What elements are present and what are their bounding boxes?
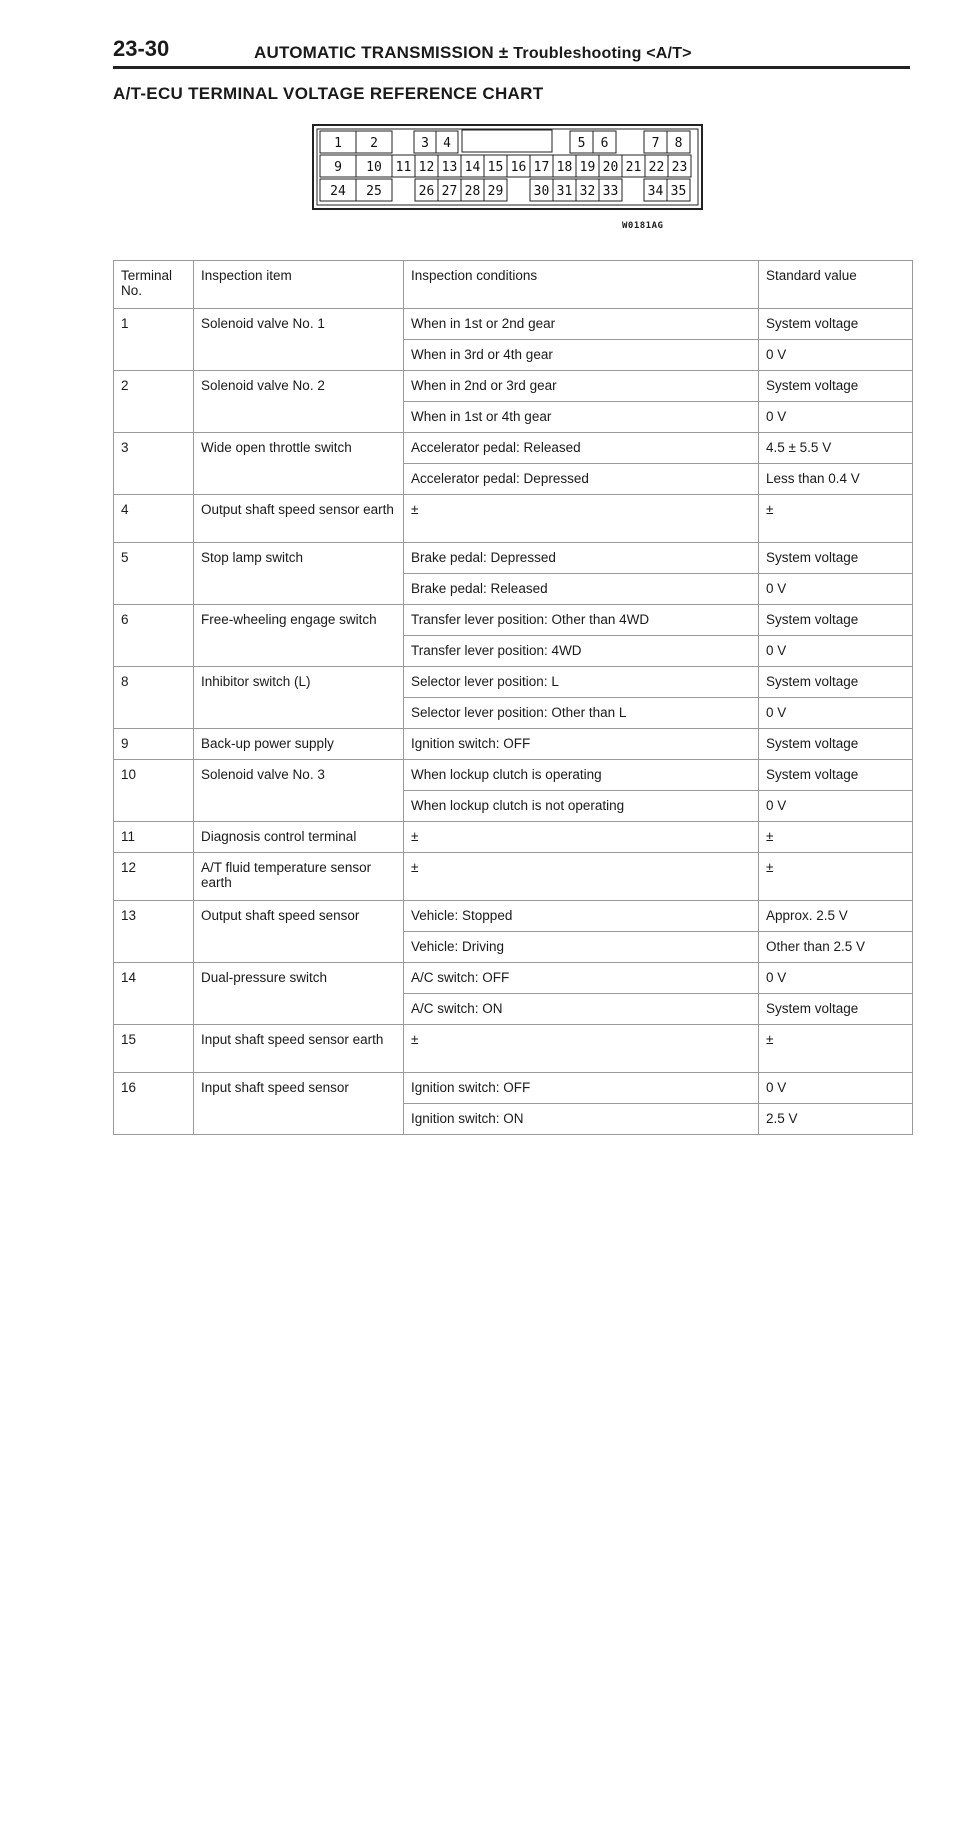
inspection-item: Wide open throttle switch (194, 433, 404, 495)
table-row (114, 371, 913, 402)
pin-label: 12 (418, 160, 435, 175)
table-row (114, 433, 913, 464)
table-row (114, 822, 913, 853)
pin-label: 8 (674, 136, 683, 151)
inspection-condition: Accelerator pedal: Depressed (404, 464, 759, 495)
inspection-condition: Brake pedal: Released (404, 574, 759, 605)
inspection-condition: When in 2nd or 3rd gear (404, 371, 759, 402)
pin-label: 13 (441, 160, 458, 175)
terminal-number: 4 (114, 495, 194, 543)
table-row (114, 853, 913, 901)
table-row (114, 1025, 913, 1073)
header-item: Inspection item (194, 261, 404, 309)
connector-key (462, 130, 552, 152)
table-row (114, 495, 913, 543)
pin-label: 4 (443, 136, 451, 151)
terminal-number: 11 (114, 822, 194, 853)
inspection-condition: Vehicle: Driving (404, 932, 759, 963)
inspection-condition: Ignition switch: OFF (404, 1073, 759, 1104)
inspection-condition: ± (404, 853, 759, 901)
standard-value: Other than 2.5 V (759, 932, 913, 963)
table-row (114, 760, 913, 791)
terminal-number: 5 (114, 543, 194, 605)
pin-label: 29 (487, 184, 504, 199)
table-row (114, 1073, 913, 1104)
pin-label: 22 (648, 160, 665, 175)
inspection-item: Output shaft speed sensor (194, 901, 404, 963)
terminal-number: 6 (114, 605, 194, 667)
terminal-number: 9 (114, 729, 194, 760)
standard-value: 0 V (759, 963, 913, 994)
inspection-condition: Selector lever position: Other than L (404, 698, 759, 729)
standard-value: System voltage (759, 605, 913, 636)
pin-label: 5 (577, 136, 586, 151)
header-value: Standard value (759, 261, 913, 309)
inspection-item: Inhibitor switch (L) (194, 667, 404, 729)
pin-label: 20 (602, 160, 619, 175)
inspection-condition: Accelerator pedal: Released (404, 433, 759, 464)
page-number: 23-30 (113, 36, 170, 61)
pin-label: 25 (366, 184, 382, 199)
standard-value: ± (759, 853, 913, 901)
pin-label: 14 (464, 160, 481, 175)
inspection-item: Diagnosis control terminal (194, 822, 404, 853)
inspection-item: Back-up power supply (194, 729, 404, 760)
pin-label: 26 (418, 184, 435, 199)
standard-value: System voltage (759, 760, 913, 791)
standard-value: System voltage (759, 994, 913, 1025)
standard-value: System voltage (759, 371, 913, 402)
pin-label: 23 (671, 160, 688, 175)
pin-label: 15 (487, 160, 504, 175)
pin-label: 34 (647, 184, 664, 199)
pin-label: 31 (556, 184, 573, 199)
standard-value: 0 V (759, 340, 913, 371)
inspection-item: Solenoid valve No. 3 (194, 760, 404, 822)
inspection-item: Input shaft speed sensor earth (194, 1025, 404, 1073)
standard-value: 0 V (759, 1073, 913, 1104)
pin-label: 9 (334, 160, 342, 175)
inspection-item: Solenoid valve No. 2 (194, 371, 404, 433)
inspection-item: Stop lamp switch (194, 543, 404, 605)
pin-label: 19 (579, 160, 596, 175)
inspection-condition: Selector lever position: L (404, 667, 759, 698)
standard-value: ± (759, 495, 913, 543)
inspection-condition: A/C switch: OFF (404, 963, 759, 994)
standard-value: System voltage (759, 667, 913, 698)
inspection-condition: ± (404, 822, 759, 853)
standard-value: Less than 0.4 V (759, 464, 913, 495)
table-row (114, 963, 913, 994)
pin-label: 24 (330, 184, 346, 199)
inspection-item: Output shaft speed sensor earth (194, 495, 404, 543)
pin-label: 11 (395, 160, 412, 175)
table-row (114, 729, 913, 760)
standard-value: Approx. 2.5 V (759, 901, 913, 932)
terminal-number: 15 (114, 1025, 194, 1073)
standard-value: 2.5 V (759, 1104, 913, 1135)
inspection-condition: When in 3rd or 4th gear (404, 340, 759, 371)
inspection-condition: When lockup clutch is not operating (404, 791, 759, 822)
pin-label: 27 (441, 184, 458, 199)
standard-value: 0 V (759, 791, 913, 822)
inspection-condition: Vehicle: Stopped (404, 901, 759, 932)
figure-id: W0181AG (622, 221, 664, 231)
standard-value: 0 V (759, 698, 913, 729)
pin-label: 3 (421, 136, 429, 151)
terminal-number: 14 (114, 963, 194, 1025)
standard-value: System voltage (759, 729, 913, 760)
terminal-number: 10 (114, 760, 194, 822)
inspection-condition: ± (404, 1025, 759, 1073)
standard-value: ± (759, 1025, 913, 1073)
inspection-item: Input shaft speed sensor (194, 1073, 404, 1135)
standard-value: System voltage (759, 543, 913, 574)
pin-label: 7 (651, 136, 660, 151)
pin-label: 30 (533, 184, 550, 199)
header-title (254, 43, 692, 63)
standard-value: 0 V (759, 636, 913, 667)
standard-value: System voltage (759, 309, 913, 340)
header-subsection: Troubleshooting <A/T> (513, 45, 692, 62)
pin-label: 16 (510, 160, 527, 175)
terminal-number: 13 (114, 901, 194, 963)
header-section: AUTOMATIC TRANSMISSION (254, 43, 494, 62)
pin-label: 10 (366, 160, 382, 175)
header-rule (113, 66, 910, 69)
pin-label: 18 (556, 160, 573, 175)
inspection-condition: When in 1st or 4th gear (404, 402, 759, 433)
inspection-condition: Ignition switch: ON (404, 1104, 759, 1135)
header-conditions: Inspection conditions (404, 261, 759, 309)
table-row (114, 605, 913, 636)
table-row (114, 901, 913, 932)
inspection-condition: A/C switch: ON (404, 994, 759, 1025)
terminal-number: 3 (114, 433, 194, 495)
inspection-condition: Brake pedal: Depressed (404, 543, 759, 574)
connector-svg (312, 124, 703, 210)
connector-diagram (312, 124, 703, 210)
pin-label: 6 (600, 136, 609, 151)
terminal-number: 2 (114, 371, 194, 433)
inspection-item: Free-wheeling engage switch (194, 605, 404, 667)
pin-label: 17 (533, 160, 550, 175)
table-row (114, 667, 913, 698)
page-title: A/T-ECU TERMINAL VOLTAGE REFERENCE CHART (113, 84, 544, 103)
pin-label: 35 (670, 184, 687, 199)
inspection-condition: ± (404, 495, 759, 543)
table-row (114, 309, 913, 340)
terminal-number: 12 (114, 853, 194, 901)
terminal-number: 16 (114, 1073, 194, 1135)
inspection-item: A/T fluid temperature sensor earth (194, 853, 404, 901)
pin-label: 21 (625, 160, 642, 175)
standard-value: 0 V (759, 574, 913, 605)
header-terminal: Terminal No. (114, 261, 194, 309)
standard-value: ± (759, 822, 913, 853)
standard-value: 0 V (759, 402, 913, 433)
inspection-condition: When lockup clutch is operating (404, 760, 759, 791)
pin-label: 1 (334, 136, 342, 151)
terminal-voltage-table (113, 260, 913, 1135)
inspection-item: Solenoid valve No. 1 (194, 309, 404, 371)
inspection-condition: Transfer lever position: Other than 4WD (404, 605, 759, 636)
terminal-number: 8 (114, 667, 194, 729)
pin-label: 33 (602, 184, 619, 199)
table-header-row (114, 261, 913, 309)
table-row (114, 543, 913, 574)
inspection-condition: Ignition switch: OFF (404, 729, 759, 760)
pin-label: 32 (579, 184, 596, 199)
pin-label: 28 (464, 184, 481, 199)
pin-label: 2 (370, 136, 378, 151)
standard-value: 4.5 ± 5.5 V (759, 433, 913, 464)
terminal-number: 1 (114, 309, 194, 371)
inspection-condition: Transfer lever position: 4WD (404, 636, 759, 667)
inspection-item: Dual-pressure switch (194, 963, 404, 1025)
inspection-condition: When in 1st or 2nd gear (404, 309, 759, 340)
header-separator: ± (498, 43, 509, 62)
